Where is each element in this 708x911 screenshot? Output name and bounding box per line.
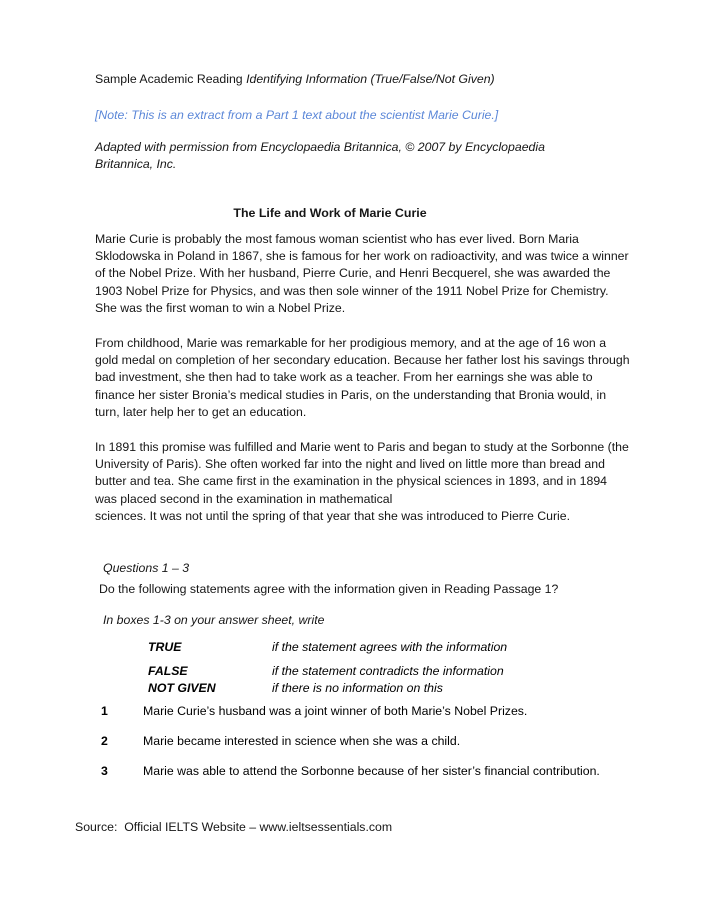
question-statement-list xyxy=(101,703,641,781)
question-text: Marie became interested in science when she was a child. xyxy=(143,734,461,749)
question-number: 1 xyxy=(101,704,108,718)
passage-paragraph: Marie Curie is probably the most famous woman scientist who has ever lived. Born Maria Sklodowska in Poland in 1867, she is famous for her work on radioactivity, and was twice a winner of the Nobel Prize. With her husband, Pierre Curie, and Henri Becquerel, she was awarded the 1903 Nobel Prize for Physics, and was then sole winner of the 1911 Nobel Prize for Chemistry. She was the first woman to win a Nobel Prize. xyxy=(95,232,629,315)
answer-key-term: TRUE xyxy=(148,640,182,654)
document-header-line xyxy=(95,71,655,88)
answer-key-description: if the statement contradicts the information xyxy=(272,664,504,679)
extract-note: [Note: This is an extract from a Part 1 text about the scientist Marie Curie.] xyxy=(95,108,499,122)
questions-instruction: Do the following statements agree with the information given in Reading Passage 1? xyxy=(99,582,559,596)
answer-key-row xyxy=(148,663,618,680)
passage-paragraph: In 1891 this promise was fulfilled and Marie went to Paris and began to study at the Sorbonne (the University of Paris). She often worked far into the night and lived on little more than bread and butter and tea. She came first in the examination in the physical sciences in 1893, and in 1894 was placed second in the examination in mathematical sciences. It was not until the spring of that year that she was introduced to Pierre Curie. xyxy=(95,440,629,523)
source-attribution: Source: Official IELTS Website – www.ieltsessentials.com xyxy=(75,820,393,834)
passage-paragraph: From childhood, Marie was remarkable for her prodigious memory, and at the age of 16 won a gold medal on completion of her secondary education. Because her father lost his savings through bad investment, she then had to take work as a teacher. From her earnings she was able to finance her sister Bronia’s medical studies in Paris, on the understanding that Bronia would, in turn, later help her to get an education. xyxy=(95,336,630,419)
answer-key-description: if there is no information on this xyxy=(272,681,443,696)
header-label-italic: Identifying Information (True/False/Not Given) xyxy=(246,72,495,86)
question-item xyxy=(101,703,641,720)
question-text: Marie Curie’s husband was a joint winner of both Marie’s Nobel Prizes. xyxy=(143,704,528,718)
question-item xyxy=(101,763,641,780)
answer-key-term: NOT GIVEN xyxy=(148,681,216,696)
article-title: The Life and Work of Marie Curie xyxy=(233,206,427,220)
answer-sheet-instruction: In boxes 1-3 on your answer sheet, write xyxy=(103,613,325,627)
answer-key-description: if the statement agrees with the information xyxy=(272,640,508,654)
question-item xyxy=(101,733,641,750)
question-text: Marie was able to attend the Sorbonne because of her sister’s financial contribution. xyxy=(143,764,600,779)
answer-key-legend xyxy=(148,639,618,698)
answer-key-term: FALSE xyxy=(148,664,188,679)
questions-heading: Questions 1 – 3 xyxy=(103,561,190,575)
answer-key-row xyxy=(148,680,618,697)
answer-key-row xyxy=(148,639,618,656)
question-number: 3 xyxy=(101,764,108,779)
attribution-line: Adapted with permission from Encyclopaedia Britannica, © 2007 by Encyclopaedia Britannica, Inc. xyxy=(95,140,545,172)
question-number: 2 xyxy=(101,734,108,749)
header-label-roman: Sample Academic Reading xyxy=(95,72,247,86)
